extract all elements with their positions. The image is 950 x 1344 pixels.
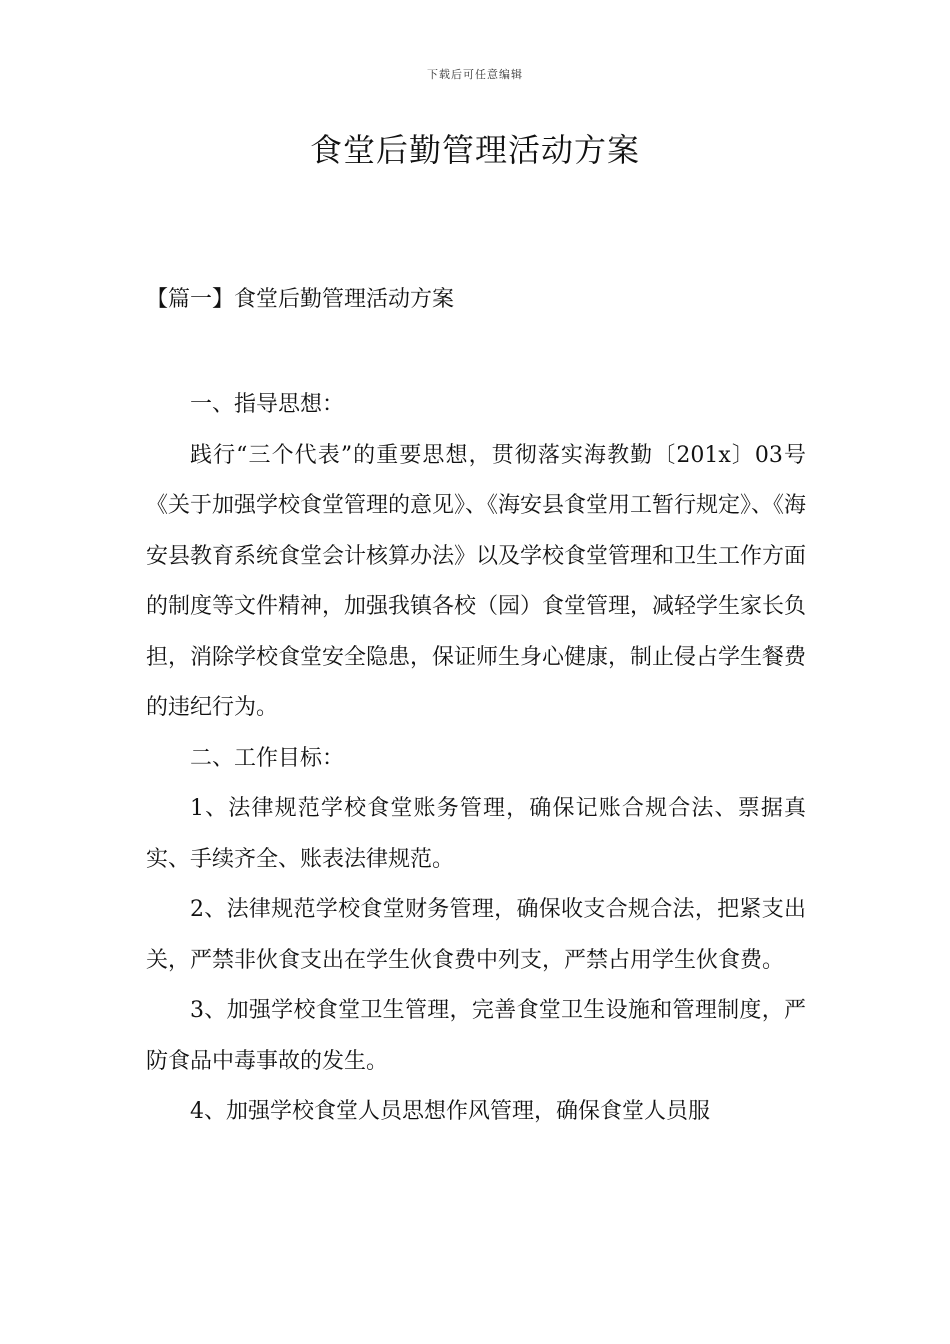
document-body bbox=[146, 380, 806, 1138]
document-title: 食堂后勤管理活动方案 bbox=[309, 131, 640, 169]
paragraph-guiding-ideology-heading: 一、指导思想： bbox=[190, 392, 345, 417]
paragraph-goal-1: 1、法律规范学校食堂账务管理，确保记账合规合法、票据真实、手续齐全、账表法律规范。 bbox=[146, 796, 806, 872]
paragraph-guiding-ideology: 践行“三个代表”的重要思想，贯彻落实海教勤〔201x〕03号《关于加强学校食堂管理的意见》、《海安县食堂用工暂行规定》、《海安县教育系统食堂会计核算办法》以及学校食堂管理和卫生工作方面的制度等文件精神，加强我镇各校（园）食堂管理，减轻学生家长负担，消除学校食堂安全隐患，保证师生身心健康，制止侵占学生餐费的违纪行为。 bbox=[146, 442, 807, 720]
header-note: 下载后可任意编辑 bbox=[427, 68, 523, 81]
paragraph-goal-4: 4、加强学校食堂人员思想作风管理，确保食堂人员服 bbox=[190, 1099, 710, 1124]
section-heading: 【篇一】食堂后勤管理活动方案 bbox=[146, 287, 455, 312]
paragraph-goal-2: 2、法律规范学校食堂财务管理，确保收支合规合法，把紧支出关，严禁非伙食支出在学生伙食费中列支，严禁占用学生伙食费。 bbox=[146, 897, 806, 973]
paragraph-goal-3: 3、加强学校食堂卫生管理，完善食堂卫生设施和管理制度，严防食品中毒事故的发生。 bbox=[146, 998, 806, 1074]
paragraph-work-goals-heading: 二、工作目标： bbox=[190, 745, 345, 771]
